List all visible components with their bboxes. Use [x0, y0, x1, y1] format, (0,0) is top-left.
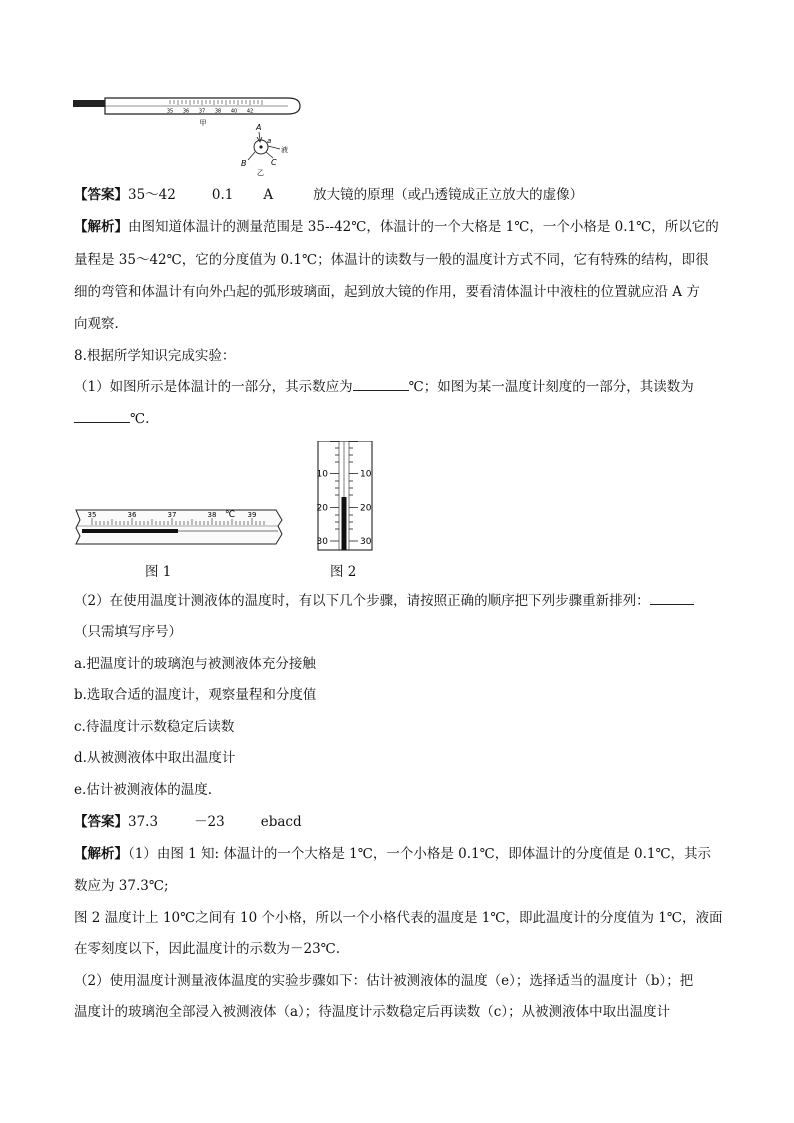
answer-value: 放大镜的原理（或凸透镜成正立放大的虚像）: [313, 187, 584, 203]
answer-blank: [353, 378, 409, 391]
tube-label: 38: [214, 108, 222, 115]
question-text: ℃.: [130, 411, 150, 427]
step-item: e.估计被测液体的温度.: [74, 782, 213, 798]
fig2-right-tick: 20: [360, 503, 372, 514]
answer-value: 0.1: [211, 187, 234, 203]
question-part-2: [74, 592, 694, 610]
figure-2-caption: 图 2: [330, 564, 357, 580]
fig2-left-tick: 10: [316, 469, 328, 480]
tube-label: 36: [182, 108, 190, 115]
answer-value: 35～42: [128, 187, 176, 203]
fig1-tick-label: 37: [167, 511, 177, 519]
thermometer-figure-top: [70, 92, 310, 178]
answer-tag: 【答案】: [74, 814, 128, 830]
answer-value: 37.3: [128, 814, 159, 830]
label-A: A: [256, 123, 262, 132]
tube-label: 42: [246, 108, 254, 115]
figure-1-caption: 图 1: [145, 564, 172, 580]
question-text: （1）如图所示是体温计的一部分，其示数应为: [74, 379, 353, 395]
step-item: b.选取合适的温度计，观察量程和分度值: [74, 687, 317, 703]
analysis-text: （2）使用温度计测量液体温度的实验步骤如下：估计被测液体的温度（e）；选择适当的温度计（b）；把: [74, 973, 694, 989]
tube-label: 37: [198, 108, 206, 115]
label-a: a: [267, 137, 272, 145]
answer-line-2: [74, 813, 302, 831]
fig2-left-tick: 20: [316, 503, 328, 514]
analysis-line: [74, 218, 719, 236]
analysis-text: （1）由图 1 知: 体温计的一个大格是 1℃，一个小格是 0.1℃，即体温计的分度值是 0.1℃，其示: [128, 846, 712, 862]
analysis-text: 向观察.: [74, 316, 119, 332]
answer-blank: [74, 410, 130, 423]
fig1-tick-label: 35: [87, 511, 97, 519]
step-item: d.从被测液体中取出温度计: [74, 750, 236, 766]
fig2-left-tick: 30: [316, 537, 328, 547]
tube-label: 40: [230, 108, 238, 115]
label-B: B: [241, 159, 247, 168]
analysis-text: 量程是 35～42℃，它的分度值为 0.1℃；体温计的读数与一般的温度计方式不同，它有特殊的结构，即很: [74, 252, 709, 268]
figure-1-thermometer: [72, 506, 284, 552]
fig2-right-tick: 10: [360, 469, 372, 480]
caption-jia: 甲: [199, 119, 207, 127]
question-text: ℃；如图为某一温度计刻度的一部分，其读数为: [408, 379, 694, 395]
figure-2-thermometer: [304, 441, 384, 553]
answer-value: ebacd: [260, 814, 302, 830]
fig1-tick-label: 38: [207, 511, 217, 519]
analysis-text: 数应为 37.3℃;: [74, 878, 169, 894]
analysis-text: 温度计的玻璃泡全部浸入被测液体（a）；待温度计示数稳定后再读数（c）；从被测液体中取出温度计: [74, 1004, 671, 1020]
analysis-text: 图 2 温度计上 10℃之间有 10 个小格，所以一个小格代表的温度是 1℃，即此温度计的分度值为 1℃，液面: [74, 910, 723, 926]
label-yi: 乙: [257, 169, 264, 177]
answer-tag: 【答案】: [74, 187, 128, 203]
analysis-text: 细的弯管和体温计有向外凸起的弧形玻璃面，起到放大镜的作用，要看清体温计中液柱的位置就应沿 A 方: [74, 284, 700, 300]
analysis-text: 在零刻度以下，因此温度计的示数为－23℃.: [74, 941, 341, 957]
tube-label: 35: [166, 108, 174, 115]
answer-line-1: [74, 186, 583, 204]
question-text: （2）在使用温度计测液体的温度时，有以下几个步骤，请按照正确的顺序把下列步骤重新排列：: [74, 593, 650, 609]
question-part-1-cont: [74, 410, 149, 428]
fig1-tick-label: 36: [127, 511, 137, 519]
answer-value: －23: [194, 814, 225, 830]
question-text: （只需填写序号）: [74, 624, 182, 640]
label-liquid: 液: [281, 146, 288, 154]
analysis-tag: 【解析】: [74, 846, 128, 862]
step-item: a.把温度计的玻璃泡与被测液体充分接触: [74, 656, 316, 672]
fig1-tick-label: 39: [247, 511, 257, 519]
question-title: 8.根据所学知识完成实验：: [74, 348, 236, 364]
step-item: c.待温度计示数稳定后读数: [74, 719, 235, 735]
analysis-text: 由图知道体温计的测量范围是 35--42℃，体温计的一个大格是 1℃，一个小格是 0.1℃，所以它的: [128, 219, 719, 235]
analysis-line: [74, 845, 711, 863]
label-C: C: [271, 158, 277, 167]
fig2-right-tick: 30: [360, 537, 372, 547]
fig1-unit: ℃: [225, 510, 236, 520]
question-part-1: [74, 378, 694, 396]
answer-value: A: [263, 187, 274, 203]
analysis-tag: 【解析】: [74, 219, 128, 235]
answer-blank: [650, 592, 694, 605]
